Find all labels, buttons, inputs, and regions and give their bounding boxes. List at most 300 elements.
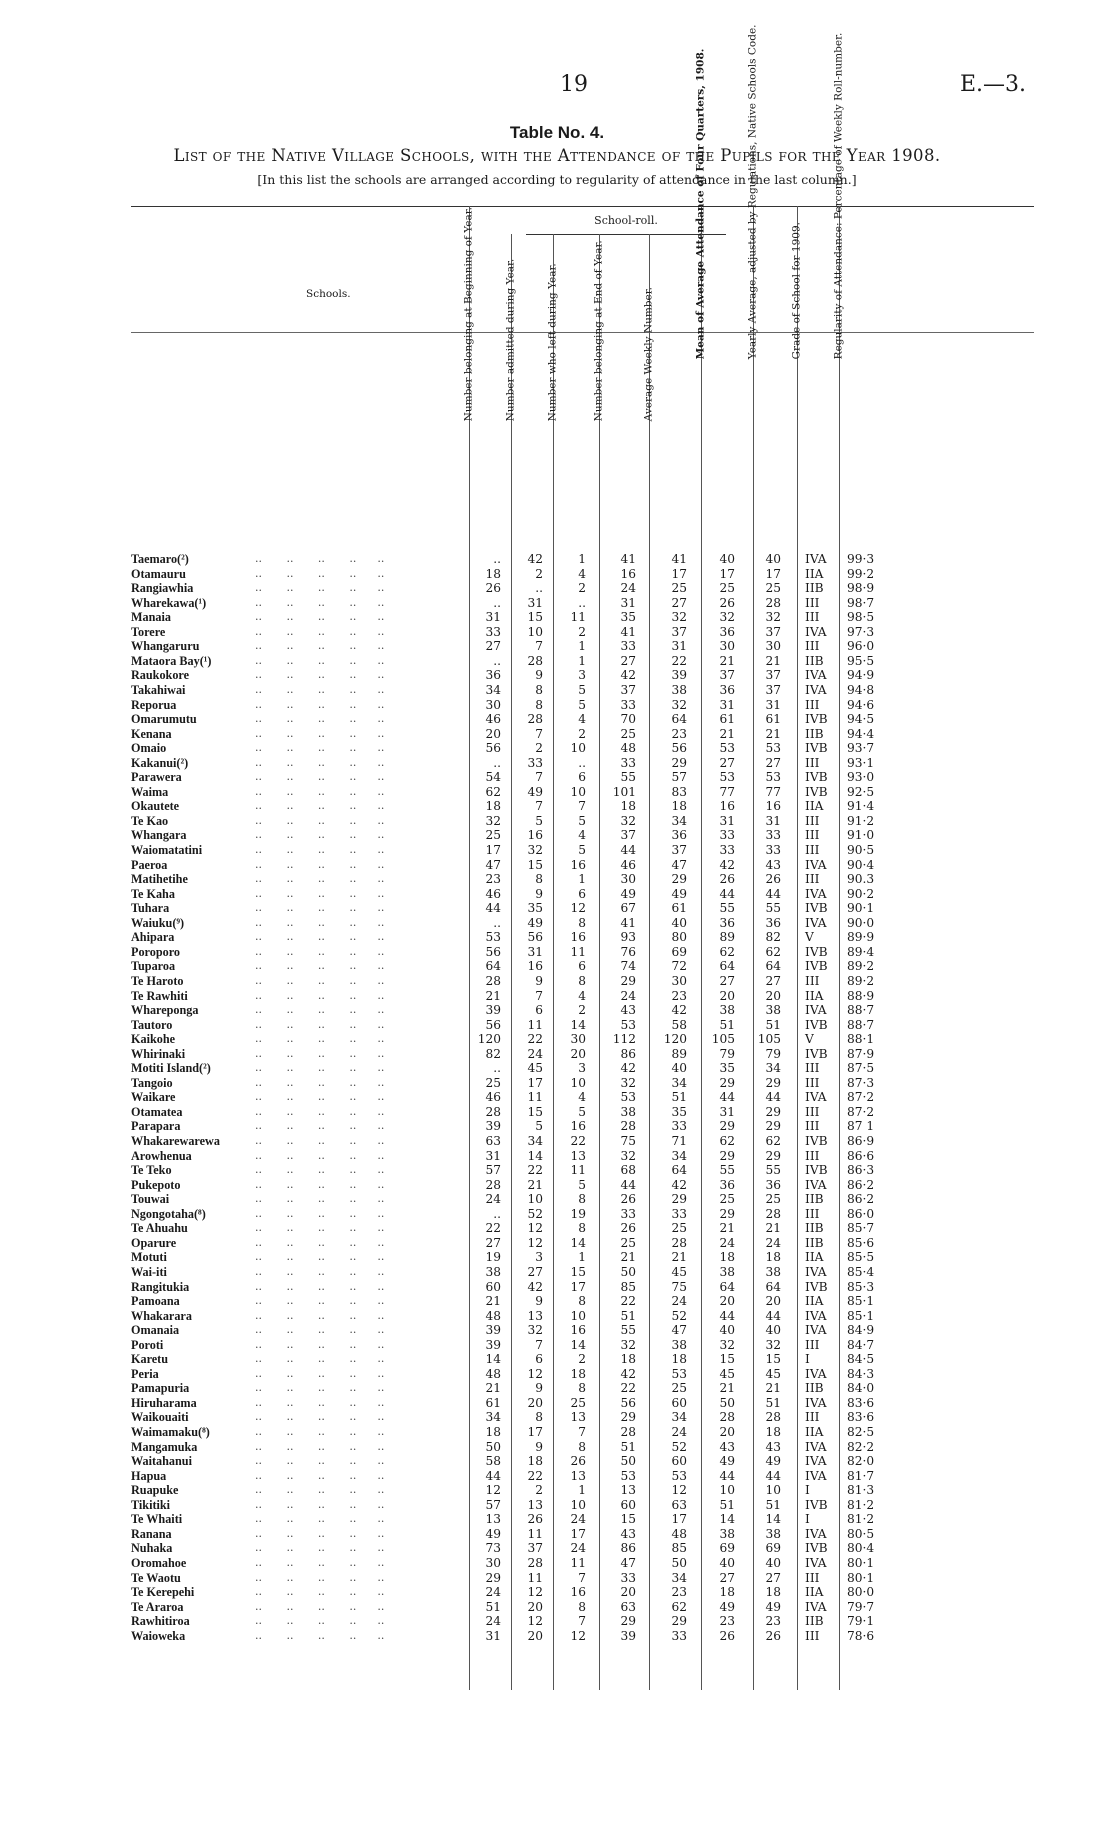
table-row [131,756,1034,771]
leader-dots: .. .. .. .. .. [241,1352,385,1366]
cell-left: 12 [570,1628,586,1643]
cell-weekly: 25 [671,581,687,596]
table-row [131,668,1034,683]
table-row [131,1047,1034,1062]
cell-left: 8 [578,1192,586,1207]
cell-grade: IVA [805,668,827,683]
table-row [131,770,1034,785]
cell-end: 29 [620,1410,636,1425]
cell-grade: IIA [805,1585,824,1600]
cell-regularity: 93·0 [847,770,875,785]
cell-admitted: 9 [535,1294,543,1309]
cell-end: 33 [620,1206,636,1221]
cell-grade: IVB [805,959,828,974]
cell-grade: IIB [805,1192,824,1207]
cell-regularity: 94·9 [847,668,875,683]
cell-yearly: 27 [765,973,781,988]
cell-admitted: 28 [527,1555,543,1570]
cell-beginning: 62 [485,784,501,799]
cell-yearly: 29 [765,1104,781,1119]
cell-weekly: 31 [671,639,687,654]
leader-dots: .. .. .. .. .. [241,697,385,711]
cell-admitted: 20 [527,1628,543,1643]
cell-beginning: 24 [485,1614,501,1629]
page-number: 19 [560,72,588,97]
cell-admitted: 16 [527,959,543,974]
cell-end: 29 [620,1614,636,1629]
cell-yearly: 55 [765,1163,781,1178]
cell-beginning: .. [493,552,501,566]
cell-yearly: 79 [765,1046,781,1061]
school-name: Parapara [131,1119,181,1134]
cell-grade: III [805,610,820,625]
cell-weekly: 52 [671,1439,687,1454]
cell-grade: III [805,872,820,887]
cell-left: 6 [578,770,586,785]
school-name: Whangara [131,828,187,843]
cell-yearly: 28 [765,1410,781,1425]
school-name: Whareponga [131,1003,199,1018]
cell-weekly: 48 [671,1526,687,1541]
col-header-end: Number belonging at End of Year. [592,239,605,421]
cell-weekly: 41 [671,552,687,566]
school-name: Peria [131,1366,159,1381]
cell-admitted: 32 [527,843,543,857]
cell-regularity: 96·0 [847,639,875,654]
cell-admitted: 15 [527,1104,543,1119]
cell-yearly: 36 [765,915,781,930]
cell-mean: 37 [719,668,735,683]
cell-weekly: 89 [671,1046,687,1061]
cell-end: 22 [620,1294,636,1309]
leader-dots: .. .. .. .. .. [241,872,385,886]
cell-grade: IVA [805,1323,827,1338]
cell-beginning: 56 [485,1017,501,1032]
table-row [131,1498,1034,1513]
school-name: Ranana [131,1526,172,1541]
cell-mean: 44 [719,886,735,901]
cell-admitted: 2 [535,741,543,756]
school-name: Torere [131,624,166,639]
table-row [131,945,1034,960]
cell-admitted: 8 [535,1410,543,1425]
leader-dots: .. .. .. .. .. [241,799,385,813]
cell-regularity: 99·3 [847,552,875,566]
cell-weekly: 56 [671,741,687,756]
cell-grade: IIB [805,1614,824,1629]
table-row [131,1512,1034,1527]
leader-dots: .. .. .. .. .. [241,1279,385,1293]
school-name: Waioweka [131,1628,186,1643]
cell-yearly: 40 [765,1555,781,1570]
table-row [131,901,1034,916]
cell-end: 35 [620,610,636,625]
cell-left: 4 [578,712,586,727]
cell-beginning: 39 [485,1323,501,1338]
school-name: Arowhenua [131,1148,192,1163]
cell-grade: IVA [805,624,827,639]
cell-mean: 23 [719,1614,735,1629]
cell-end: 55 [620,770,636,785]
cell-regularity: 86·9 [847,1134,875,1148]
school-name: Te Kerepehi [131,1585,195,1600]
cell-mean: 25 [719,1192,735,1207]
cell-left: 16 [570,857,586,872]
school-name: Whirinaki [131,1046,186,1061]
table-row [131,1425,1034,1440]
cell-weekly: 29 [671,872,687,887]
leader-dots: .. .. .. .. .. [241,1032,385,1046]
cell-mean: 55 [719,901,735,916]
cell-end: 51 [620,1439,636,1454]
cell-grade: IIB [805,1221,824,1236]
cell-end: 32 [620,1075,636,1090]
cell-weekly: 37 [671,624,687,639]
cell-mean: 77 [719,784,735,799]
cell-yearly: 44 [765,886,781,901]
cell-regularity: 82·5 [847,1425,875,1439]
cell-mean: 61 [719,712,735,727]
leader-dots: .. .. .. .. .. [241,1541,385,1555]
cell-grade: IIB [805,581,824,596]
cell-end: 56 [620,1395,636,1410]
table-row [131,1571,1034,1586]
cell-left: 7 [578,1614,586,1629]
leader-dots: .. .. .. .. .. [241,1294,385,1308]
cell-yearly: 21 [765,1221,781,1236]
cell-grade: IIB [805,1381,824,1396]
cell-end: 50 [620,1454,636,1469]
cell-end: 33 [620,639,636,654]
cell-mean: 32 [719,610,735,625]
cell-left: 22 [570,1134,586,1148]
leader-dots: .. .. .. .. .. [241,1163,385,1177]
leader-dots: .. .. .. .. .. [241,1425,385,1438]
cell-regularity: 86·2 [847,1192,875,1207]
cell-left: 13 [570,1468,586,1483]
cell-mean: 105 [711,1032,735,1047]
cell-yearly: 16 [765,799,781,814]
cell-admitted: 8 [535,682,543,697]
cell-regularity: 85·7 [847,1221,875,1236]
cell-left: 17 [570,1526,586,1541]
cell-mean: 32 [719,1337,735,1352]
cell-regularity: 87·3 [847,1075,875,1090]
leader-dots: .. .. .. .. .. [241,1497,385,1511]
cell-beginning: 31 [485,1628,501,1643]
leader-dots: .. .. .. .. .. [241,1323,385,1337]
cell-weekly: 38 [671,1337,687,1352]
cell-weekly: 64 [671,1163,687,1178]
school-name: Te Araroa [131,1599,184,1614]
school-name: Pukepoto [131,1177,181,1192]
cell-admitted: 7 [535,726,543,741]
cell-grade: IVA [805,1454,827,1469]
cell-yearly: 44 [765,1468,781,1483]
school-name: Te Haroto [131,973,184,988]
leader-dots: .. .. .. .. .. [241,653,385,667]
table-row [131,1236,1034,1251]
cell-mean: 36 [719,1177,735,1192]
col-header-grade: Grade of School for 1909. [790,221,803,359]
cell-weekly: 36 [671,828,687,843]
cell-mean: 43 [719,1439,735,1454]
cell-end: 13 [620,1483,636,1498]
table-row [131,930,1034,945]
school-name: Whakarewarewa [131,1134,220,1148]
cell-beginning: 39 [485,1337,501,1352]
cell-admitted: 20 [527,1599,543,1614]
table-row [131,552,1034,567]
cell-left: 2 [578,624,586,639]
cell-end: 86 [620,1541,636,1556]
cell-admitted: 13 [527,1497,543,1512]
cell-mean: 38 [719,1264,735,1279]
table-row [131,683,1034,698]
cell-end: 33 [620,755,636,770]
cell-mean: 36 [719,682,735,697]
table-row [131,1367,1034,1382]
cell-yearly: 29 [765,1119,781,1134]
cell-mean: 40 [719,552,735,566]
cell-left: 14 [570,1337,586,1352]
table-row [131,1076,1034,1091]
table-row [131,843,1034,858]
cell-grade: IVA [805,886,827,901]
cell-left: 18 [570,1366,586,1381]
table-row [131,596,1034,611]
cell-left: 16 [570,1119,586,1134]
leader-dots: .. .. .. .. .. [241,1337,385,1351]
cell-regularity: 90·1 [847,901,875,916]
leader-dots: .. .. .. .. .. [241,1614,385,1628]
cell-grade: IVA [805,1439,827,1454]
leader-dots: .. .. .. .. .. [241,1468,385,1482]
table-row [131,828,1034,843]
cell-grade: IVB [805,1046,828,1061]
cell-beginning: 22 [485,1221,501,1236]
cell-admitted: 42 [527,552,543,566]
cell-weekly: 22 [671,653,687,668]
cell-admitted: 49 [527,915,543,930]
cell-left: 2 [578,581,586,596]
cell-mean: 16 [719,799,735,814]
cell-left: 8 [578,1221,586,1236]
cell-grade: III [805,1075,820,1090]
cell-left: 2 [578,1352,586,1367]
cell-left: 5 [578,1104,586,1119]
cell-mean: 36 [719,915,735,930]
cell-beginning: 57 [485,1497,501,1512]
cell-yearly: 69 [765,1541,781,1556]
cell-beginning: 61 [485,1395,501,1410]
cell-mean: 31 [719,697,735,712]
cell-admitted: 22 [527,1468,543,1483]
cell-regularity: 84·3 [847,1366,875,1381]
cell-grade: III [805,973,820,988]
cell-beginning: 27 [485,639,501,654]
cell-grade: IVA [805,857,827,872]
cell-end: 39 [620,1628,636,1643]
cell-end: 41 [620,624,636,639]
cell-grade: IVB [805,770,828,785]
cell-weekly: 62 [671,1599,687,1614]
cell-mean: 18 [719,1250,735,1265]
cell-weekly: 69 [671,944,687,959]
leader-dots: .. .. .. .. .. [241,1090,385,1104]
cell-yearly: 10 [765,1483,781,1498]
cell-grade: IVB [805,741,828,756]
cell-end: 24 [620,988,636,1003]
cell-weekly: 83 [671,784,687,799]
cell-admitted: 14 [527,1148,543,1163]
cell-end: 21 [620,1250,636,1265]
cell-beginning: 29 [485,1570,501,1585]
cell-weekly: 53 [671,1366,687,1381]
leader-dots: .. .. .. .. .. [241,1003,385,1017]
cell-grade: IVA [805,682,827,697]
cell-mean: 45 [719,1366,735,1381]
cell-weekly: 34 [671,1148,687,1163]
cell-grade: III [805,1410,820,1425]
cell-end: 43 [620,1526,636,1541]
cell-left: 24 [570,1541,586,1556]
table-row [131,1003,1034,1018]
table-row [131,1483,1034,1498]
table-row [131,1250,1034,1265]
cell-weekly: 32 [671,697,687,712]
cell-yearly: 14 [765,1512,781,1527]
cell-grade: IIB [805,653,824,668]
school-name: Waikouaiti [131,1410,189,1425]
cell-regularity: 81·7 [847,1468,875,1483]
cell-yearly: 20 [765,988,781,1003]
cell-yearly: 51 [765,1395,781,1410]
cell-beginning: 27 [485,1235,501,1250]
cell-end: 53 [620,1468,636,1483]
cell-admitted: 15 [527,610,543,625]
cell-beginning: 24 [485,1192,501,1207]
cell-yearly: 82 [765,930,781,945]
cell-left: 1 [578,552,586,566]
table-row [131,1294,1034,1309]
cell-yearly: 40 [765,552,781,566]
cell-grade: IVB [805,944,828,959]
cell-weekly: 29 [671,1192,687,1207]
cell-yearly: 30 [765,639,781,654]
cell-regularity: 91·4 [847,799,875,814]
cell-weekly: 34 [671,813,687,828]
cell-grade: III [805,1206,820,1221]
cell-weekly: 60 [671,1395,687,1410]
cell-left: 8 [578,973,586,988]
cell-left: 24 [570,1512,586,1527]
cell-grade: IIB [805,726,824,741]
table-row [131,1454,1034,1469]
cell-weekly: 18 [671,799,687,814]
leader-dots: .. .. .. .. .. [241,741,385,755]
cell-admitted: 32 [527,1323,543,1338]
table-row [131,1134,1034,1149]
cell-yearly: 25 [765,1192,781,1207]
cell-left: 17 [570,1279,586,1294]
cell-admitted: 21 [527,1177,543,1192]
cell-left: 5 [578,843,586,857]
cell-yearly: 21 [765,1381,781,1396]
cell-admitted: 7 [535,770,543,785]
cell-left: 3 [578,668,586,683]
cell-regularity: 85·6 [847,1235,875,1250]
cell-beginning: 44 [485,901,501,916]
cell-weekly: 60 [671,1454,687,1469]
school-name: Otamauru [131,566,186,581]
table-row [131,1541,1034,1556]
cell-beginning: .. [493,595,501,610]
cell-grade: IVA [805,1003,827,1018]
cell-regularity: 79·7 [847,1599,875,1614]
cell-left: 26 [570,1454,586,1469]
cell-yearly: 36 [765,1177,781,1192]
col-header-mean: Mean of Average Attendance of Four Quarters, 1908. [694,48,707,359]
leader-dots: .. .. .. .. .. [241,1395,385,1409]
table-row [131,887,1034,902]
cell-yearly: 43 [765,1439,781,1454]
cell-left: 10 [570,1497,586,1512]
leader-dots: .. .. .. .. .. [241,1439,385,1453]
cell-weekly: 63 [671,1497,687,1512]
table-row [131,1469,1034,1484]
cell-beginning: 58 [485,1454,501,1469]
table-row [131,1119,1034,1134]
leader-dots: .. .. .. .. .. [241,1381,385,1395]
cell-regularity: 80·5 [847,1526,875,1541]
cell-grade: IVA [805,1177,827,1192]
cell-beginning: 21 [485,1294,501,1309]
cell-grade: IVB [805,1017,828,1032]
school-name: Ahipara [131,930,175,945]
cell-left: 20 [570,1046,586,1061]
cell-grade: III [805,755,820,770]
cell-regularity: 98·5 [847,610,875,625]
cell-end: 31 [620,595,636,610]
leader-dots: .. .. .. .. .. [241,843,385,856]
cell-yearly: 38 [765,1526,781,1541]
cell-weekly: 47 [671,857,687,872]
cell-left: 6 [578,886,586,901]
cell-mean: 38 [719,1526,735,1541]
cell-end: 33 [620,1570,636,1585]
cell-left: 5 [578,682,586,697]
cell-left: 6 [578,959,586,974]
cell-mean: 20 [719,1294,735,1309]
cell-beginning: 28 [485,1104,501,1119]
cell-yearly: 53 [765,741,781,756]
table-row [131,1338,1034,1353]
table-row [131,639,1034,654]
cell-beginning: 46 [485,886,501,901]
cell-grade: IIA [805,566,824,581]
cell-grade: III [805,1337,820,1352]
leader-dots: .. .. .. .. .. [241,1250,385,1264]
cell-regularity: 86·2 [847,1177,875,1192]
cell-end: 46 [620,857,636,872]
leader-dots: .. .. .. .. .. [241,1628,385,1642]
school-name: Reporua [131,697,177,712]
leader-dots: .. .. .. .. .. [241,712,385,726]
cell-yearly: 62 [765,1134,781,1148]
leader-dots: .. .. .. .. .. [241,639,385,653]
cell-mean: 89 [719,930,735,945]
